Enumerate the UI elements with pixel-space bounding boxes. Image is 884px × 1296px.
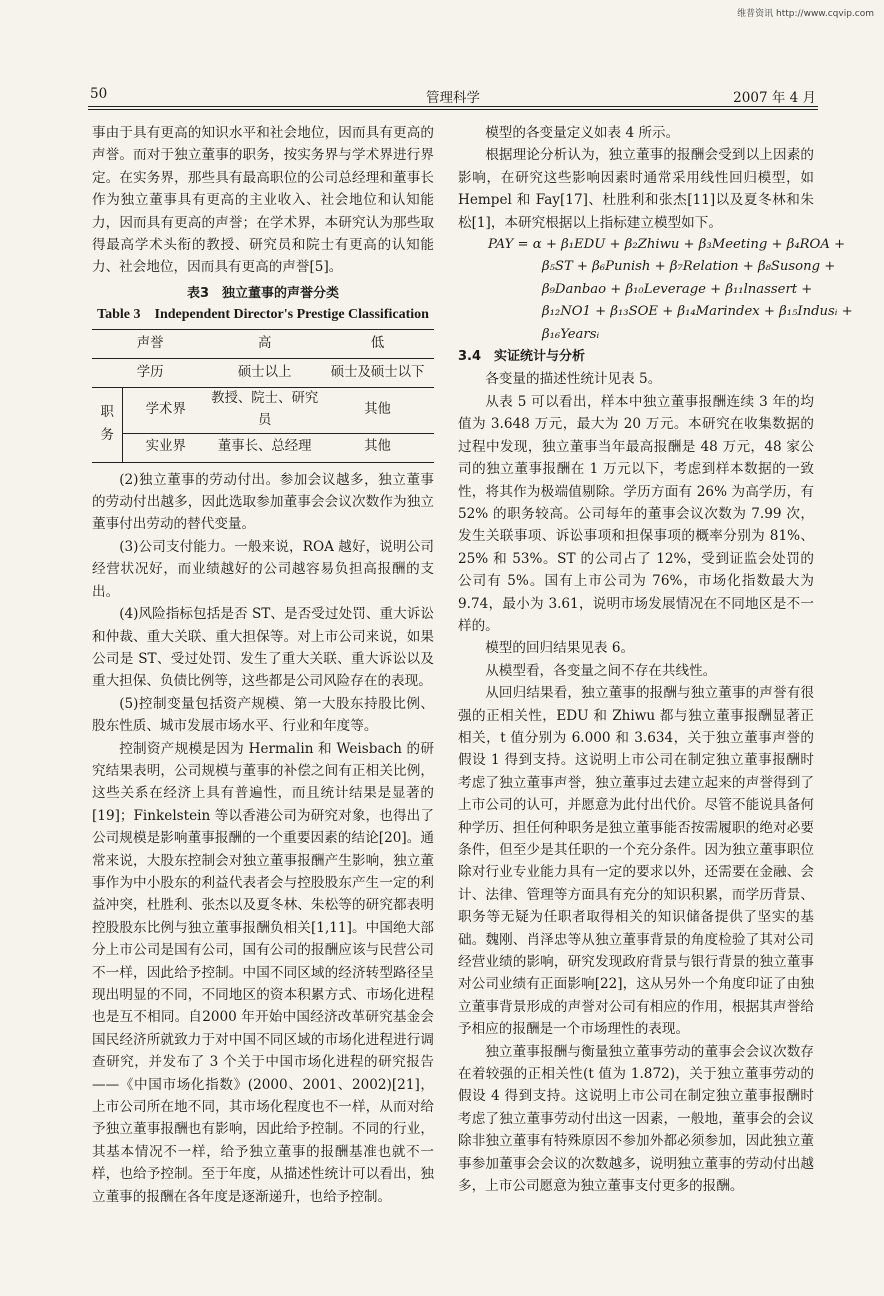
regression-formula	[458, 234, 853, 346]
section-heading: 3.4 实证统计与分析	[458, 349, 586, 365]
formula-line: PAY = α + β₁EDU + β₂Zhiwu + β₃Meeting + β₄ROA +	[488, 237, 846, 253]
table-cell: 高	[208, 329, 321, 358]
right-column	[458, 122, 853, 1198]
prestige-table	[92, 329, 434, 463]
watermark: 维普资讯 http://www.cqvip.com	[737, 9, 874, 19]
paragraph: 从模型看，各变量之间不存在共线性。	[485, 662, 717, 679]
table-cell: 教授、院士、研究员	[208, 387, 321, 433]
header-rule-thin	[88, 109, 818, 110]
paragraph: 独立董事报酬与衡量独立董事劳动的董事会会议次数存在着较强的正相关性(t 值为 1.872)，关于独立董事劳动的假设 4 得到支持。这说明上市公司在制定独立董事报酬时考虑了独立董事劳动付出这一因素，一般地，董事会的会议除非独立董事有特殊原因不参加外都必须参加，因此独立董事参加董事会会议的次数越多，说明独立董事的劳动付出越多，上市公司愿意为独立董事支付更多的报酬。	[458, 1043, 814, 1195]
table-cell: 实业界	[123, 433, 209, 462]
table-caption-en: Table 3 Independent Director's Prestige Classification	[97, 306, 429, 322]
formula-line: β₁₂NO1 + β₁₃SOE + β₁₄Marindex + β₁₅Indusᵢ +	[542, 304, 853, 320]
paragraph: 事由于具有更高的知识水平和社会地位，因而具有更高的声誉。而对于独立董事的职务，按实务界与学术界进行界定。在实务界，那些具有最高职位的公司总经理和董事长作为独立董事具有更高的主业收入、社会地位和认知能力，因而具有更高的声誉；在学术界，本研究认为那些取得最高学术头衔的教授、研究员和院士有更高的认知能力、社会地位，因而具有更高的声誉[5]。	[92, 125, 434, 276]
paragraph: (5)控制变量包括资产规模、第一大股东持股比例、股东性质、城市发展市场水平、行业和年度等。	[92, 695, 434, 735]
page-header	[90, 86, 816, 108]
paragraph: (2)独立董事的劳动付出。参加会议越多，独立董事的劳动付出越多，因此选取参加董事会会议次数作为独立董事付出劳动的替代变量。	[92, 471, 434, 533]
table-cell: 学历	[92, 358, 208, 387]
table-cell: 硕士以上	[208, 358, 321, 387]
table-row	[92, 433, 434, 462]
paragraph: 控制资产规模是因为 Hermalin 和 Weisbach 的研究结果表明，公司规模与董事的补偿之间有正相关比例，这些关系在经济上具有普遍性，而且统计结果是显著的[19]；Finkelstein 等以香港公司为研究对象，也得出了公司规模是影响董事报酬的一个重要因素的结论[20]。通常来说，大股东控制会对独立董事报酬产生影响，独立董事作为中小股东的利益代表者会与控股股东产生一定的利益冲突，杜胜利、张杰以及夏冬林、朱松等的研究都表明控股股东比例与独立董事报酬负相关[1,11]。中国绝大部分上市公司是国有公司，国有公司的报酬应该与民营公司不一样，因此给予控制。中国不同区域的经济转型路径呈现出明显的不同，不同地区的资本积累方式、市场化进程也是互不相同。自2000 年开始中国经济改革研究基金会国民经济所就致力于对中国不同区域的市场化进程进行调查研究，并发布了 3 个关于中国市场化进程的研究报告——《中国市场化指数》(2000、2001、2002)[21]，上市公司所在地不同，其市场化程度也不一样，从而对给予独立董事报酬也有影响，因此给予控制。不同的行业，其基本情况不一样，给予独立董事的报酬基准也就不一样，也给予控制。至于年度，从描述性统计可以看出，独立董事的报酬在各年度是逐渐递升，也给予控制。	[92, 740, 434, 1205]
paragraph: (3)公司支付能力。一般来说，ROA 越好，说明公司经营状况好，而业绩越好的公司越容易负担高报酬的支出。	[92, 538, 434, 600]
table-cell: 低	[321, 329, 434, 358]
table-cell: 声誉	[92, 329, 208, 358]
formula-line: β₁₆Yearsᵢ	[542, 326, 600, 342]
table-header-row	[92, 329, 434, 358]
table-cell: 职务	[92, 387, 123, 462]
table-row	[92, 358, 434, 387]
header-rule	[88, 106, 818, 107]
table-caption-cn: 表3 独立董事的声誉分类	[186, 285, 340, 301]
issue-date: 2007 年 4 月	[733, 90, 816, 106]
left-column	[92, 122, 434, 1208]
journal-name: 管理科学	[426, 90, 480, 106]
table-cell: 董事长、总经理	[208, 433, 321, 462]
paragraph: 从回归结果看，独立董事的报酬与独立董事的声誉有很强的正相关性，EDU 和 Zhiwu 都与独立董事报酬显著正相关，t 值分别为 6.000 和 3.634，关于独立董事声誉的假设 1 得到支持。这说明上市公司在制定独立董事报酬时考虑了独立董事声誉，独立董事过去建立起来的声誉得到了上市公司的认可，并愿意为此付出代价。尽管不能说具备何种学历、担任何种职务是独立董事能否按需履职的绝对必要条件，但至少是其任职的一个充分条件。因为独立董事职位除对行业专业能力具有一定的要求以外，还需要在金融、会计、法律、管理等方面具有充分的知识积累，而学历背景、职务等无疑为任职者取得相关的知识储备提供了坚实的基础。魏刚、肖泽忠等从独立董事背景的角度检验了其对公司经营业绩的影响，研究发现政府背景与银行背景的独立董事对公司业绩有正面影响[22]，这从另外一个角度印证了由独立董事背景形成的声誉对公司有相应的作用，根据其声誉给予相应的报酬是一个市场理性的表现。	[458, 685, 814, 1038]
formula-line: β₅ST + β₆Punish + β₇Relation + β₈Susong +	[542, 259, 836, 275]
paragraph: 根据理论分析认为，独立董事的报酬会受到以上因素的影响，在研究这些影响因素时通常采用线性回归模型，如 Hempel 和 Fay[17]、杜胜利和张杰[11]以及夏冬林和朱松[1]，本研究根据以上指标建立模型如下。	[458, 147, 814, 231]
table-row	[92, 387, 434, 433]
paragraph: 模型的回归结果见表 6。	[485, 640, 635, 657]
paragraph: 模型的各变量定义如表 4 所示。	[485, 125, 680, 141]
table-cell: 其他	[321, 433, 434, 462]
paragraph: 从表 5 可以看出，样本中独立董事报酬连续 3 年的均值为 3.648 万元，最大为 20 万元。本研究在收集数据的过程中发现，独立董事当年最高报酬是 48 万元，48 家公司的独立董事报酬在 1 万元以下，考虑到样本数据的一致性，将其作为极端值剔除。学历方面有 26% 为高学历，有 52% 的职务较高。公司每年的董事会议次数为 7.99 次，发生关联事项、诉讼事项和担保事项的概率分别为 81%、25% 和 53%。ST 的公司占了 12%，受到证监会处罚的公司有 5%。国有上市公司为 76%，市场化指数最大为 9.74，最小为 3.61，说明市场发展情况在不同地区是不一样的。	[458, 393, 814, 634]
table-cell: 其他	[321, 387, 434, 433]
paragraph: 各变量的描述性统计见表 5。	[485, 371, 662, 388]
paragraph: (4)风险指标包括是否 ST、是否受过处罚、重大诉讼和仲裁、重大关联、重大担保等。对上市公司来说，如果公司是 ST、受过处罚、发生了重大关联、重大诉讼以及重大担保、负债比例等，这些都是公司风险存在的表现。	[92, 606, 434, 690]
formula-line: β₉Danbao + β₁₀Leverage + β₁₁lnassert +	[542, 281, 813, 297]
page-number: 50	[90, 86, 108, 102]
table-cell: 硕士及硕士以下	[321, 358, 434, 387]
table-cell: 学术界	[123, 387, 209, 433]
